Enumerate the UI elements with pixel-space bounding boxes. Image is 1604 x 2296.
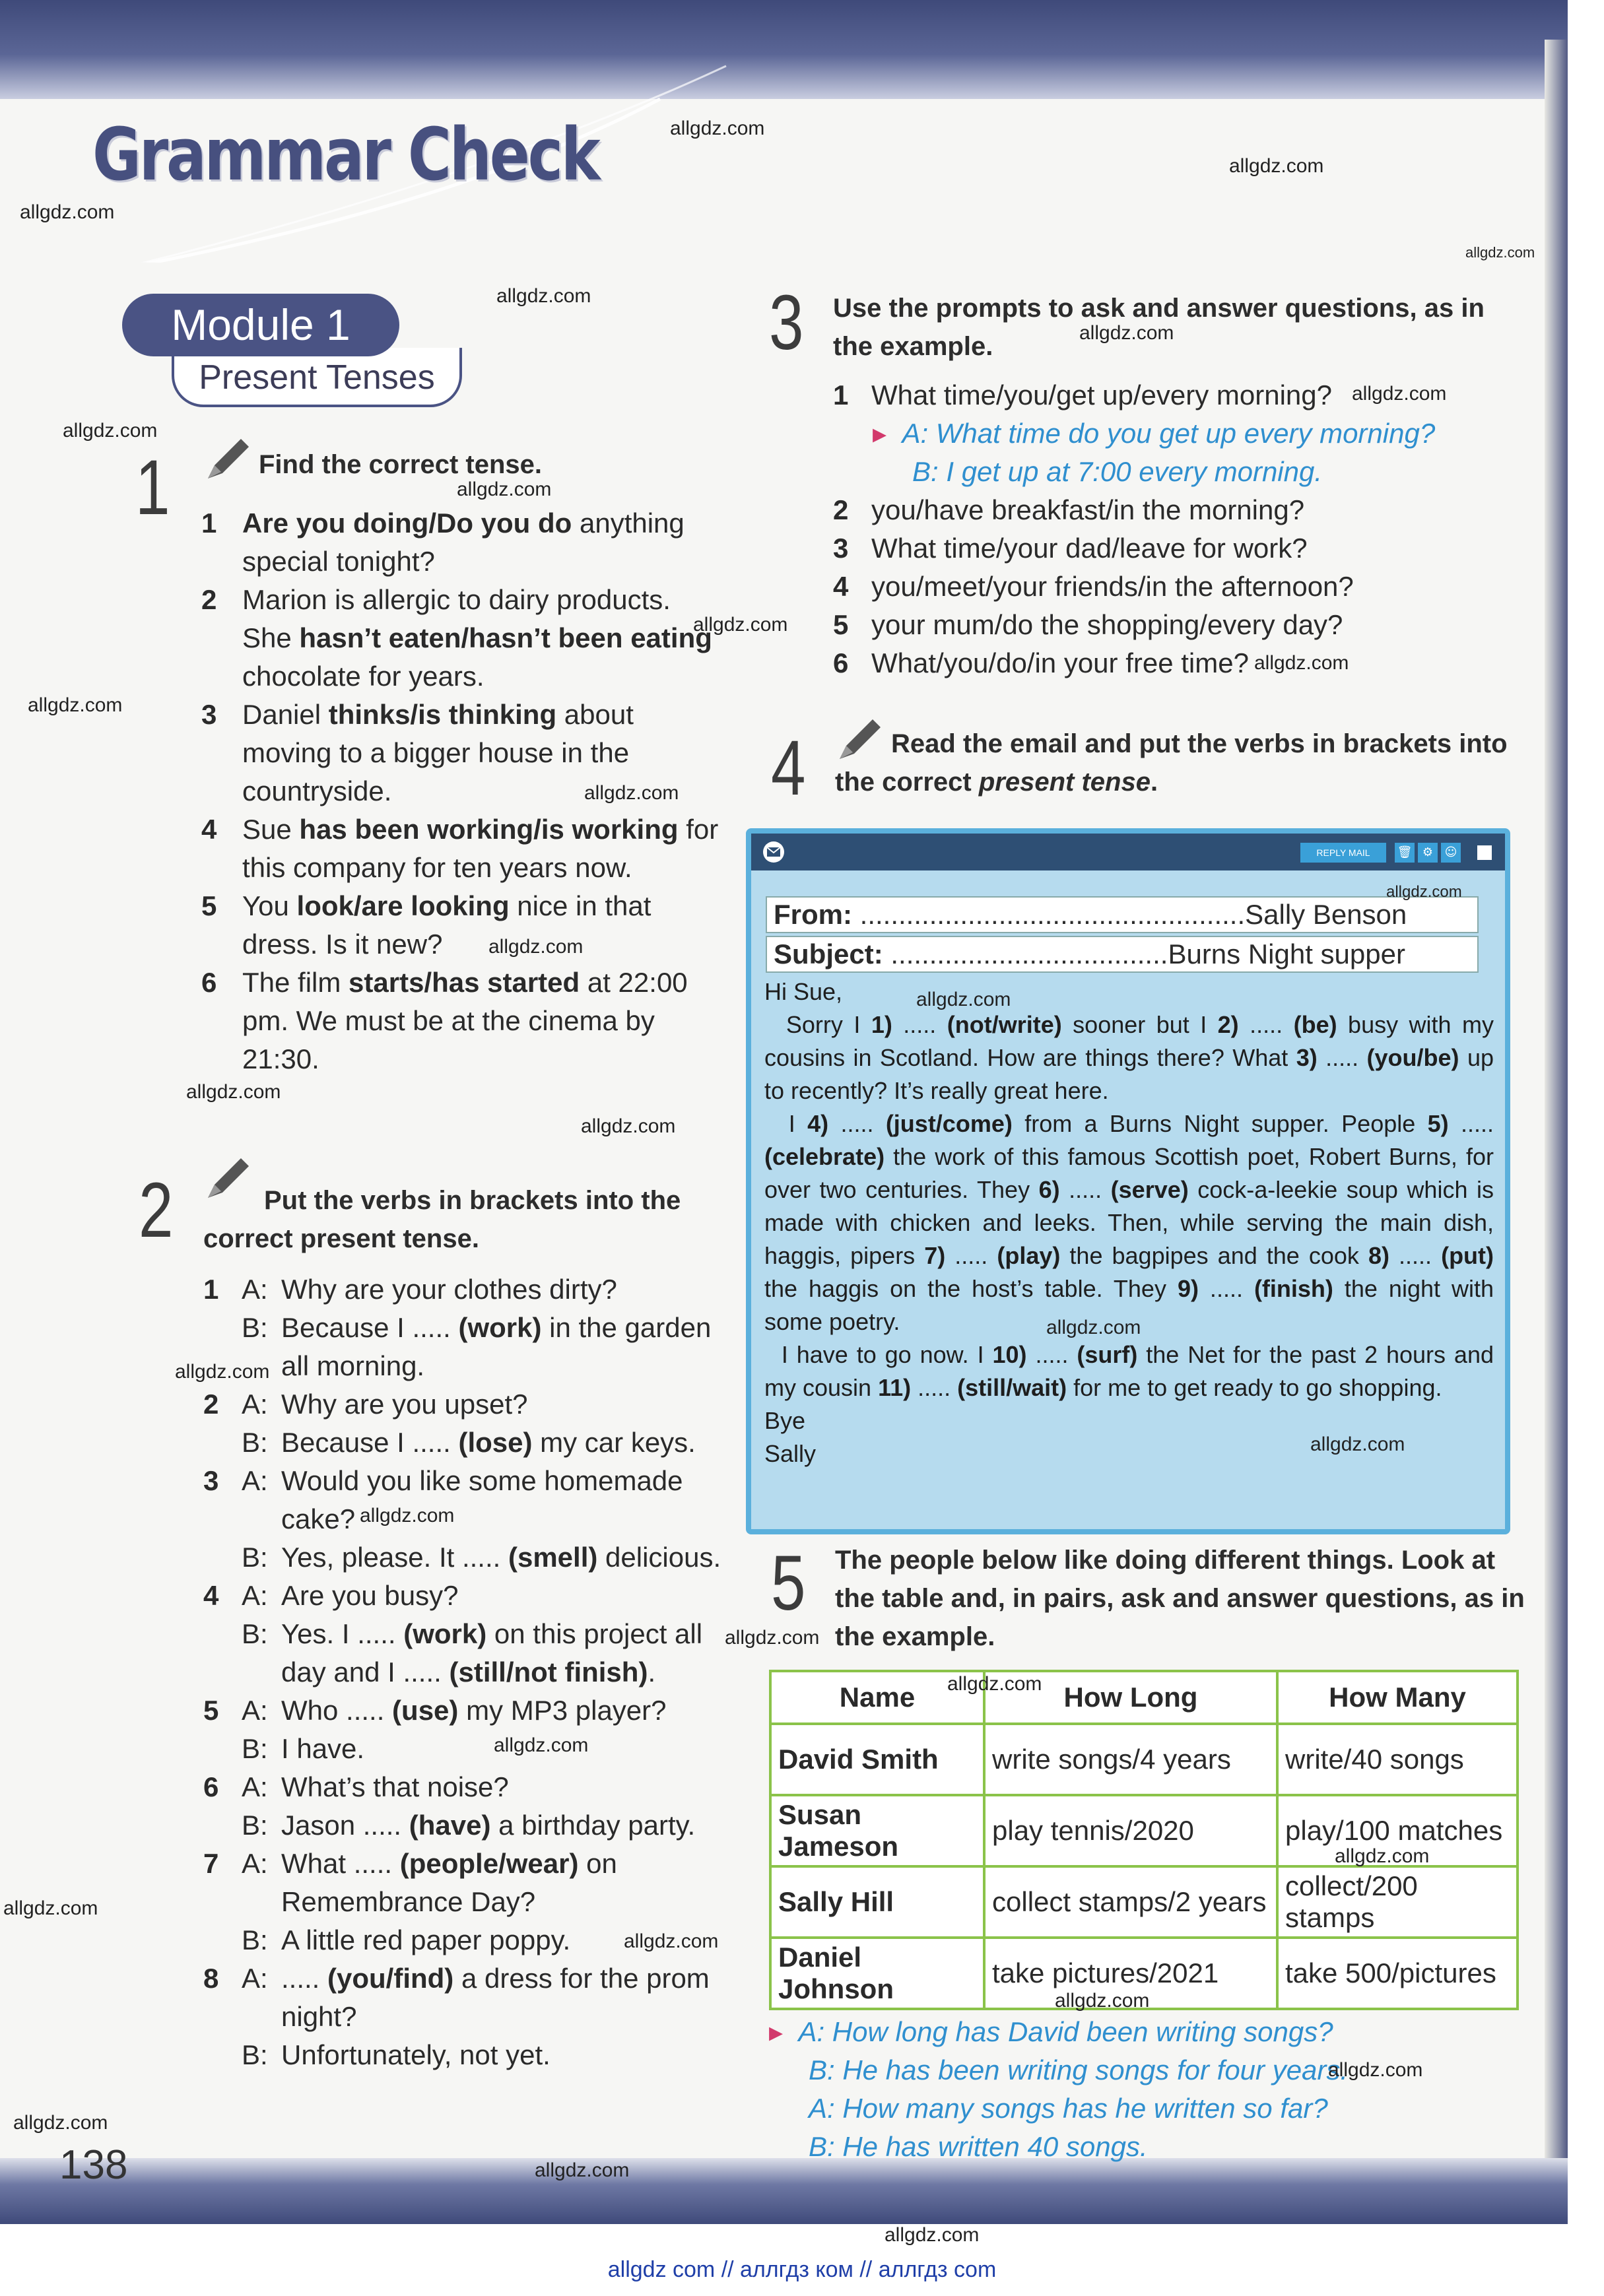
watermark: allgdz.com	[488, 936, 584, 958]
list-item: 1 Are you doing/Do you do anything	[201, 508, 685, 539]
watermark: allgdz.com	[1046, 1317, 1141, 1338]
page-spine-shadow	[1545, 40, 1571, 2224]
watermark: allgdz.com	[947, 1673, 1042, 1695]
exercise-1-title: Find the correct tense.	[259, 450, 542, 479]
exercise-5-number: 5	[771, 1540, 806, 1627]
exercise-5-title: The people below like doing different things. Look at	[835, 1546, 1496, 1575]
watermark: allgdz.com	[457, 478, 552, 500]
page-margin	[1568, 40, 1604, 2224]
list-item: cake?	[281, 1503, 356, 1534]
watermark: allgdz.com	[624, 1930, 719, 1952]
play-arrow-icon: ▸	[769, 2016, 784, 2047]
pencil-icon	[201, 432, 254, 485]
table-cell: write/40 songs	[1277, 1724, 1518, 1795]
exercise-5-example-line: ▸ A: How long has David been writing songs?	[769, 2016, 1333, 2047]
pencil-icon	[833, 713, 886, 766]
list-item: B: Because I ..... (work) in the garden	[242, 1312, 712, 1343]
email-toolbar	[751, 834, 1505, 870]
email-signature: Sally	[764, 1440, 817, 1467]
watermark: allgdz.com	[63, 420, 158, 442]
list-item: 5 You look/are looking nice in that	[201, 890, 652, 921]
list-item: 2 A: Why are you upset?	[203, 1389, 528, 1420]
column-header: How Long	[984, 1671, 1277, 1724]
watermark: allgdz.com	[1386, 883, 1462, 901]
list-item: 5 A: Who ..... (use) my MP3 player?	[203, 1695, 667, 1726]
email-subject-row: Subject: ....................................Burns Night supper	[766, 936, 1479, 973]
watermark: allgdz.com	[1328, 2059, 1423, 2081]
list-item: 4 you/meet/your friends/in the afternoon?	[833, 571, 1354, 602]
list-item: B: Yes, please. It ..... (smell) delicious.	[242, 1542, 721, 1573]
exercise-5-title-line2: the table and, in pairs, ask and answer questions, as in	[835, 1584, 1525, 1613]
activities-table	[769, 1670, 1519, 2010]
list-item: 2 Marion is allergic to dairy products.	[201, 584, 671, 615]
mail-icon	[762, 840, 785, 864]
list-item: special tonight?	[242, 546, 435, 577]
list-item: 4 Sue has been working/is working for	[201, 814, 719, 845]
watermark: allgdz.com	[1352, 383, 1447, 405]
watermark: allgdz.com	[1254, 652, 1349, 674]
exercise-2-number: 2	[139, 1167, 174, 1254]
email-paragraph-2: I 4) ..... (just/come) from a Burns Night supper. People 5) ..... (celebrate) the work of this famous Scottish poet, Robert Burns, for over two centuries. They 6) ..... (serve) cock-a-leekie soup which is made with chicken and leeks. Then, while serving the main dish, haggis, pipers 7) ..... (play) the bagpipes and the cook 8) ..... (put) the haggis on the host’s table. They 9) ..... (finish) the night with some poetry.	[764, 1110, 1494, 1335]
watermark: allgdz.com	[13, 2112, 108, 2134]
user-icon[interactable]: ☺	[1441, 843, 1461, 863]
email-paragraph-1: Sorry I 1) ..... (not/write) sooner but I 2) ..... (be) busy with my cousins in Scotland. How are things there? What 3) ..... (you/be) up to recently? It’s really great here.	[764, 1011, 1494, 1104]
list-item: B: I have.	[242, 1733, 365, 1764]
gear-icon[interactable]: ⚙	[1418, 843, 1438, 863]
list-item: countryside.	[242, 775, 392, 806]
module-label: Module 1	[122, 294, 399, 356]
watermark: allgdz.com	[584, 782, 679, 804]
bottom-watermark-banner: allgdz com // аллгдз ком // аллгдз com	[607, 2257, 997, 2282]
watermark: allgdz.com	[1229, 155, 1324, 177]
watermark: allgdz.com	[494, 1734, 589, 1756]
footer-band	[0, 2158, 1568, 2224]
list-item: 8 A: ..... (you/find) a dress for the prom	[203, 1963, 710, 1994]
exercise-3-number: 3	[769, 279, 804, 366]
email-window	[746, 828, 1510, 1534]
exercise-5-title-line3: the example.	[835, 1622, 995, 1651]
pencil-icon	[201, 1152, 254, 1204]
list-item: 6 A: What’s that noise?	[203, 1771, 509, 1802]
watermark: allgdz.com	[1465, 244, 1535, 261]
watermark: allgdz.com	[3, 1897, 98, 1919]
table-cell: write songs/4 years	[984, 1724, 1277, 1795]
watermark: allgdz.com	[1079, 322, 1174, 344]
list-item: dress. Is it new?	[242, 929, 443, 960]
list-item: 2 you/have breakfast/in the morning?	[833, 494, 1305, 525]
table-cell: Sally Hill	[770, 1866, 984, 1938]
list-item: moving to a bigger house in the	[242, 737, 630, 768]
exercise-2-title: Put the verbs in brackets into the	[264, 1186, 681, 1215]
list-item: B: Yes. I ..... (work) on this project all	[242, 1618, 703, 1649]
list-item: B: Jason ..... (have) a birthday party.	[242, 1810, 696, 1841]
list-item: 5 your mum/do the shopping/every day?	[833, 609, 1343, 640]
table-cell: Daniel Johnson	[770, 1938, 984, 2009]
table-cell: collect stamps/2 years	[984, 1866, 1277, 1938]
page-number: 138	[59, 2142, 128, 2188]
watermark: allgdz.com	[1055, 1990, 1150, 2012]
exercise-5-example-line: B: He has written 40 songs.	[809, 2131, 1148, 2162]
exercise-5-example-line: A: How many songs has he written so far?	[809, 2093, 1328, 2124]
table-cell: David Smith	[770, 1724, 984, 1795]
watermark: allgdz.com	[496, 285, 591, 307]
module-subtitle: Present Tenses	[172, 348, 462, 407]
watermark: allgdz.com	[360, 1505, 455, 1526]
window-close-icon[interactable]	[1477, 845, 1492, 860]
list-item: day and I ..... (still/not finish).	[281, 1656, 656, 1688]
list-item: 4 A: Are you busy?	[203, 1580, 459, 1611]
list-item: 6 What/you/do/in your free time?	[833, 647, 1249, 678]
watermark: allgdz.com	[1310, 1433, 1405, 1455]
watermark: allgdz.com	[885, 2224, 980, 2246]
page-title: Grammar Check	[92, 112, 599, 197]
exercise-3-example-b: B: I get up at 7:00 every morning.	[912, 456, 1323, 487]
list-item: B: Because I ..... (lose) my car keys.	[242, 1427, 696, 1458]
table-cell: collect/200 stamps	[1277, 1866, 1518, 1938]
list-item: She hasn’t eaten/hasn’t been eating	[242, 622, 712, 653]
exercise-4-title: Read the email and put the verbs in brackets into	[891, 729, 1508, 758]
reply-mail-button[interactable]: REPLY MAIL	[1300, 843, 1386, 863]
list-item: pm. We must be at the cinema by	[242, 1005, 655, 1036]
list-item: night?	[281, 2001, 357, 2032]
watermark: allgdz.com	[725, 1627, 820, 1649]
exercise-3-title-line2: the example.	[833, 332, 993, 361]
exercise-3-item-1: 1 What time/you/get up/every morning?	[833, 379, 1333, 410]
column-header: Name	[770, 1671, 984, 1724]
table-cell: play tennis/2020	[984, 1795, 1277, 1866]
watermark: allgdz.com	[1335, 1845, 1430, 1867]
watermark: allgdz.com	[581, 1115, 676, 1137]
exercise-2-title-line2: correct present tense.	[203, 1224, 479, 1253]
watermark: allgdz.com	[175, 1361, 270, 1383]
watermark: allgdz.com	[670, 117, 765, 139]
list-item: all morning.	[281, 1350, 425, 1381]
list-item: 3 A: Would you like some homemade	[203, 1465, 683, 1496]
table-header-row	[770, 1671, 1518, 1724]
exercise-4-number: 4	[771, 725, 806, 812]
list-item: 3 Daniel thinks/is thinking about	[201, 699, 634, 730]
list-item: B: A little red paper poppy.	[242, 1924, 571, 1955]
table-cell: take 500/pictures	[1277, 1938, 1518, 2009]
watermark: allgdz.com	[916, 989, 1011, 1010]
watermark: allgdz.com	[28, 694, 123, 716]
table-cell: Susan Jameson	[770, 1795, 984, 1866]
list-item: 1 A: Why are your clothes dirty?	[203, 1274, 617, 1305]
watermark: allgdz.com	[693, 614, 788, 636]
list-item: this company for ten years now.	[242, 852, 632, 883]
column-header: How Many	[1277, 1671, 1518, 1724]
list-item: 6 The film starts/has started at 22:00	[201, 967, 688, 998]
email-greeting: Hi Sue,	[764, 978, 843, 1005]
list-item: 3 What time/your dad/leave for work?	[833, 533, 1308, 564]
table-row	[770, 1866, 1518, 1938]
email-body	[764, 975, 1494, 1470]
watermark: allgdz.com	[20, 201, 115, 223]
exercise-1-number: 1	[135, 444, 170, 531]
exercise-3-title: Use the prompts to ask and answer questions, as in	[833, 294, 1485, 323]
email-paragraph-3: I have to go now. I 10) ..... (surf) the Net for the past 2 hours and my cousin 11) ..... (still/wait) for me to get ready to go shopping.	[764, 1341, 1494, 1401]
email-from-row: From: ..................................................Sally Benson	[766, 896, 1479, 933]
table-cell: play/100 matches	[1277, 1795, 1518, 1866]
trash-icon[interactable]: 🗑	[1395, 843, 1415, 863]
list-item: Remembrance Day?	[281, 1886, 536, 1917]
email-sign-off: Bye	[764, 1407, 806, 1434]
play-arrow-icon: ▸	[873, 418, 887, 449]
table-cell: take pictures/2021	[984, 1938, 1277, 2009]
watermark: allgdz.com	[535, 2159, 630, 2181]
table-row	[770, 1724, 1518, 1795]
list-item: B: Unfortunately, not yet.	[242, 2039, 551, 2070]
list-item: 21:30.	[242, 1043, 319, 1074]
list-item: 7 A: What ..... (people/wear) on	[203, 1848, 617, 1879]
exercise-4-title-line2: the correct present tense.	[835, 768, 1158, 797]
exercise-3-example-a: ▸ A: What time do you get up every morning?	[873, 418, 1436, 449]
watermark: allgdz.com	[186, 1081, 281, 1103]
exercise-5-example-line: B: He has been writing songs for four years.	[809, 2054, 1349, 2085]
list-item: chocolate for years.	[242, 661, 485, 692]
